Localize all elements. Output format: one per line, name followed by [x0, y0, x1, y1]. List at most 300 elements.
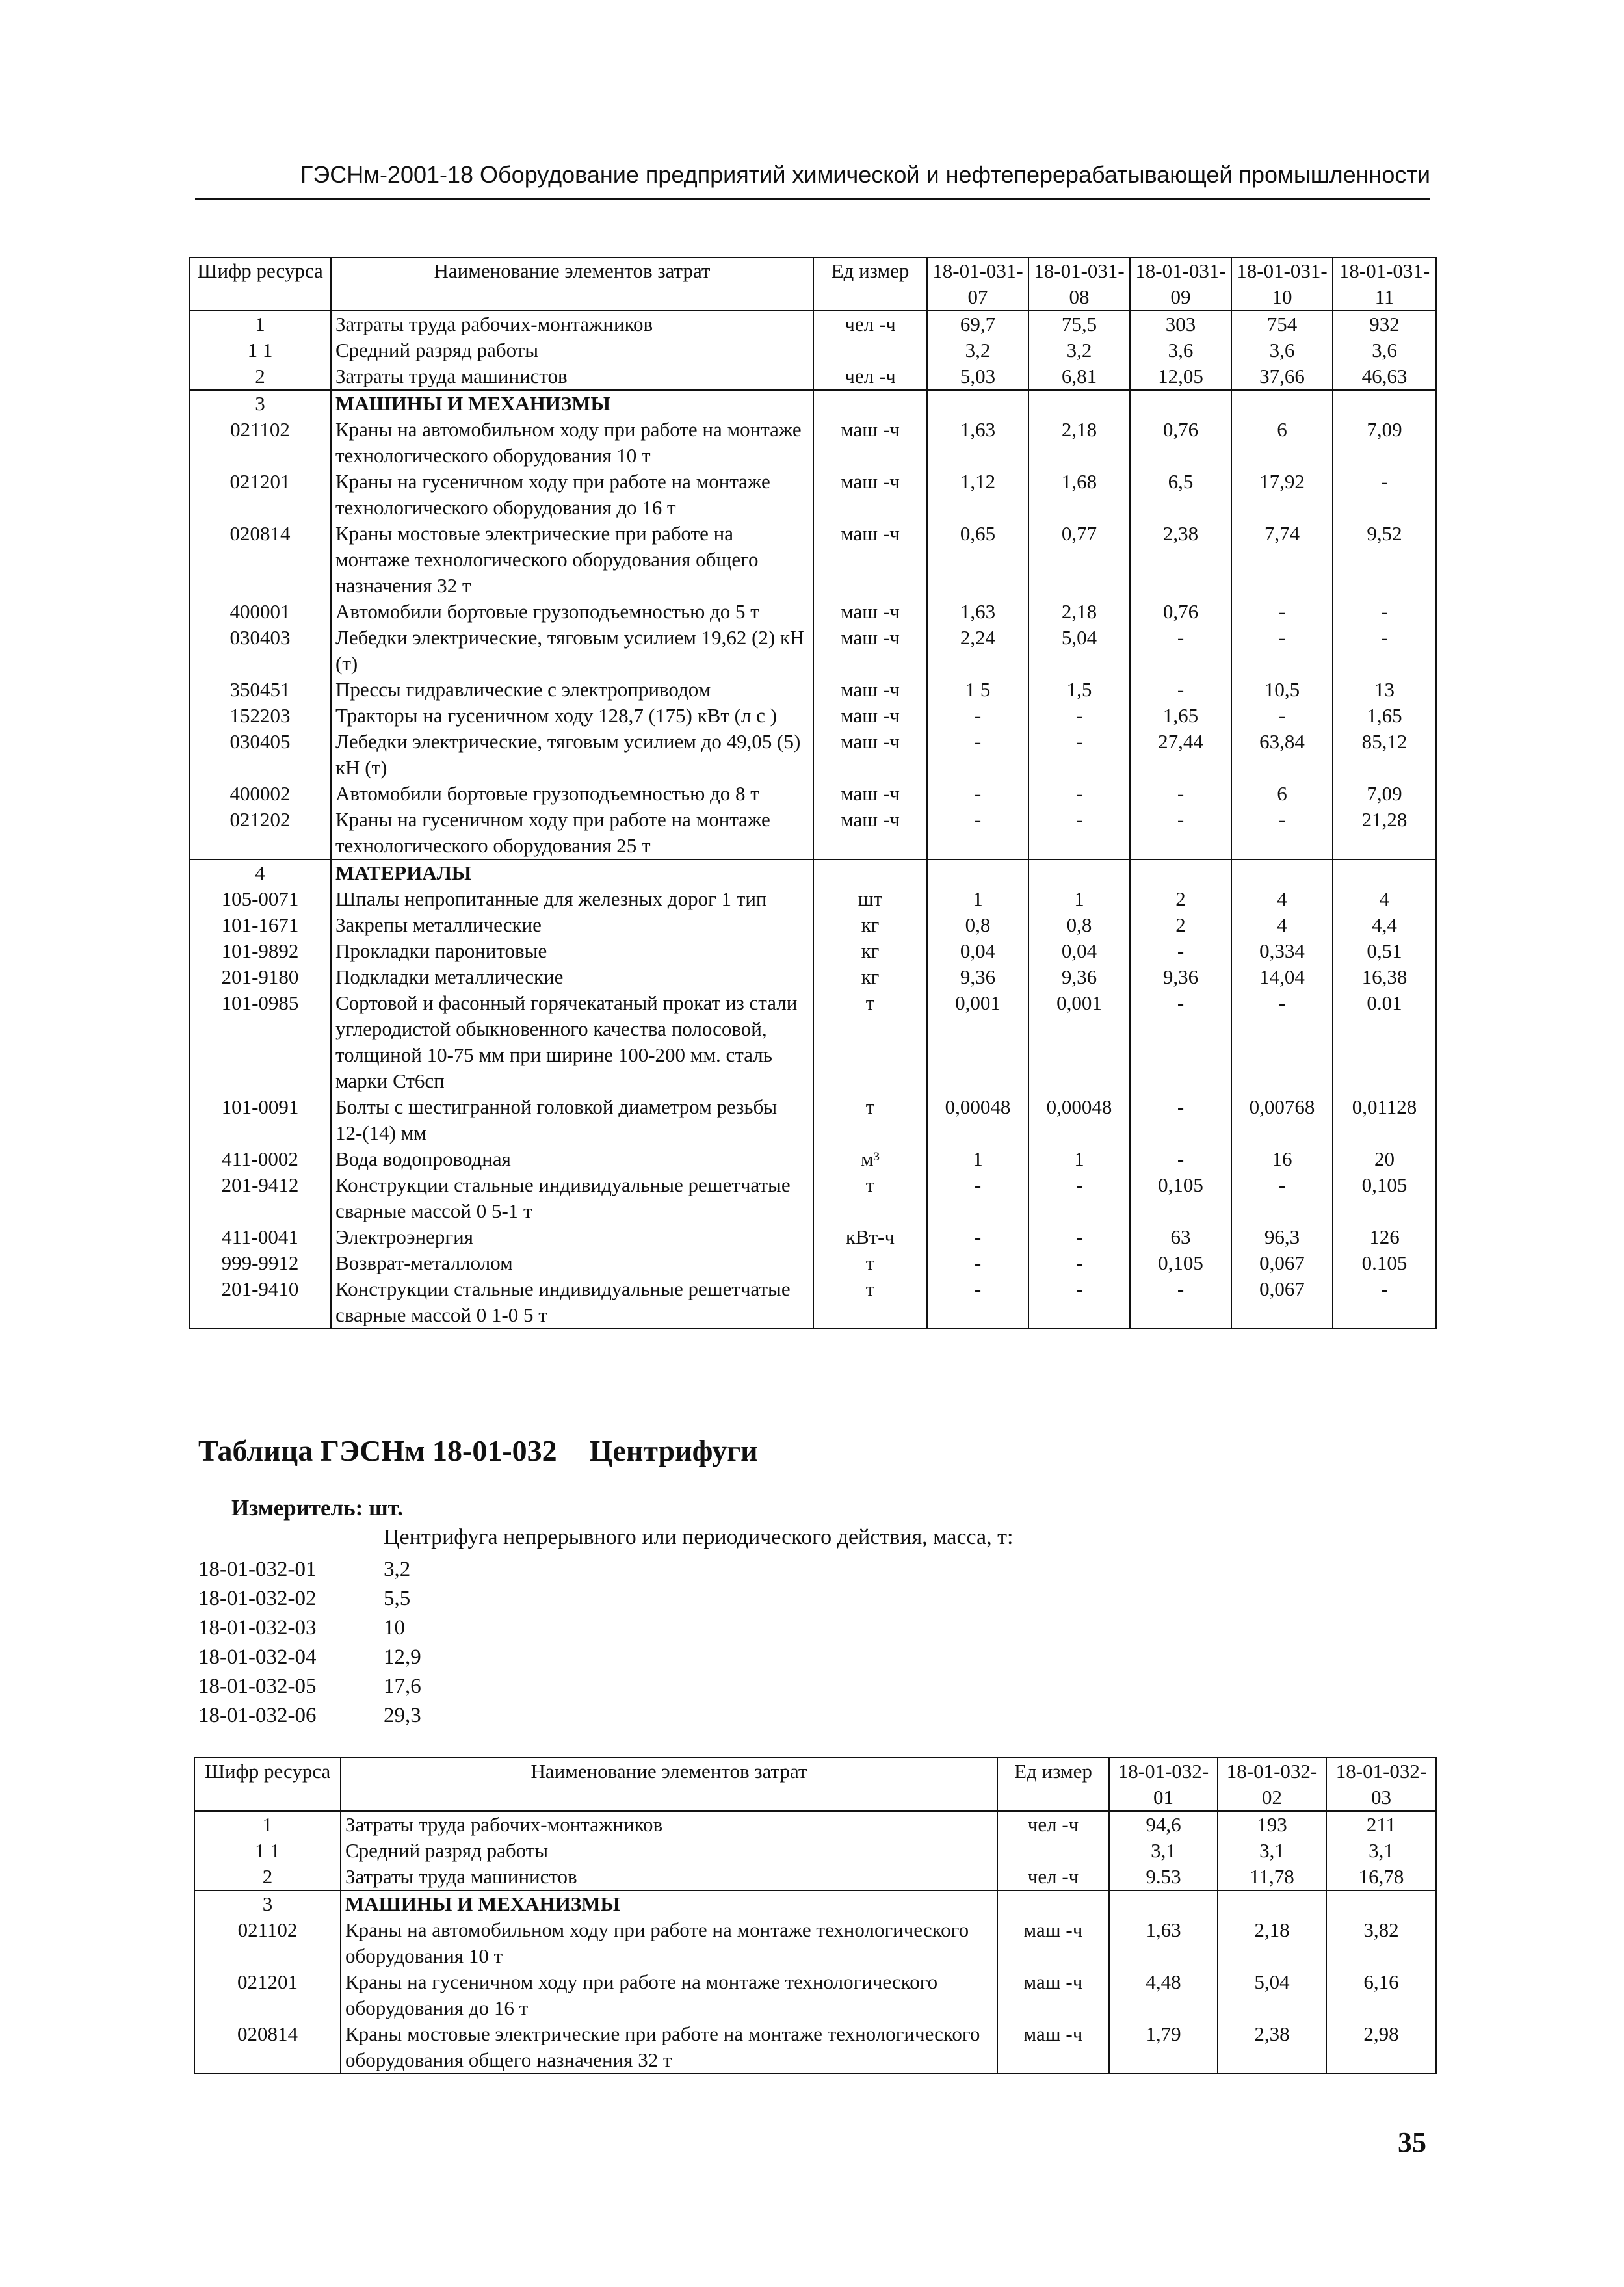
resource-table-031	[189, 257, 1437, 1329]
cell-name: Краны на гусеничном ходу при работе на монтаже технологического оборудования до 16 т	[331, 469, 813, 521]
cell-name: Возврат-металлолом	[331, 1250, 813, 1276]
cell-value: 1,63	[1109, 1917, 1218, 1969]
cell-value: 211	[1326, 1811, 1436, 1838]
cell-value: 14,04	[1231, 964, 1333, 990]
cell-name: Прессы гидравлические с электроприводом	[331, 677, 813, 703]
cell-value: 3,1	[1109, 1838, 1218, 1864]
cell-code: 400001	[189, 599, 331, 625]
cell-value: 303	[1130, 311, 1231, 337]
cell-value: 0,105	[1130, 1250, 1231, 1276]
cell-value: 932	[1333, 311, 1436, 337]
cell-value	[1231, 859, 1333, 886]
cell-code: 3	[189, 390, 331, 417]
cell-value: 2,24	[927, 625, 1028, 677]
table-row	[189, 781, 1436, 807]
table-row	[189, 677, 1436, 703]
table-row	[194, 1969, 1436, 2021]
cell-value: 96,3	[1231, 1224, 1333, 1250]
cell-unit: т	[813, 1276, 927, 1329]
table-row	[194, 1917, 1436, 1969]
column-header: 18-01-031-07	[927, 257, 1028, 311]
cell-value: 1,63	[927, 417, 1028, 469]
table-row	[189, 363, 1436, 390]
cell-value	[1326, 1890, 1436, 1917]
cell-value	[1333, 859, 1436, 886]
cell-value: 0,8	[927, 912, 1028, 938]
table-header-row	[194, 1758, 1436, 1811]
cell-value: 7,74	[1231, 521, 1333, 599]
cell-name: МАШИНЫ И МЕХАНИЗМЫ	[341, 1890, 997, 1917]
cell-value: -	[927, 729, 1028, 781]
cell-value: 2,18	[1028, 599, 1130, 625]
cell-value	[1028, 859, 1130, 886]
cell-value: 2,18	[1218, 1917, 1326, 1969]
table-row	[189, 311, 1436, 337]
table-row	[189, 1276, 1436, 1329]
cell-unit: м³	[813, 1146, 927, 1172]
table-row	[194, 2021, 1436, 2074]
section-row	[189, 390, 1436, 417]
cell-code: 1	[189, 311, 331, 337]
cell-name: Средний разряд работы	[331, 337, 813, 363]
cell-name: Краны на гусеничном ходу при работе на монтаже технологического оборудования до 16 т	[341, 1969, 997, 2021]
cell-name: Конструкции стальные индивидуальные решетчатые сварные массой 0 1-0 5 т	[331, 1276, 813, 1329]
cell-value: 6,16	[1326, 1969, 1436, 2021]
table-row	[194, 1811, 1436, 1838]
cell-value: -	[1231, 807, 1333, 859]
cell-value: 10,5	[1231, 677, 1333, 703]
cell-unit: чел -ч	[813, 363, 927, 390]
cell-name: Краны на автомобильном ходу при работе на монтаже технологического оборудования 10 т	[331, 417, 813, 469]
cell-value: 75,5	[1028, 311, 1130, 337]
parameter-row	[198, 1672, 421, 1701]
cell-value: 16,38	[1333, 964, 1436, 990]
cell-value: 9.53	[1109, 1864, 1218, 1890]
cell-unit: чел -ч	[997, 1811, 1109, 1838]
cell-value: 4,4	[1333, 912, 1436, 938]
cell-value: -	[1231, 599, 1333, 625]
cell-name: Лебедки электрические, тяговым усилием до 49,05 (5) кН (т)	[331, 729, 813, 781]
cell-name: Краны на гусеничном ходу при работе на монтаже технологического оборудования 25 т	[331, 807, 813, 859]
cell-unit: маш -ч	[813, 677, 927, 703]
cell-value	[1109, 1890, 1218, 1917]
cell-value: 0,105	[1130, 1172, 1231, 1224]
cell-code: 350451	[189, 677, 331, 703]
table-header-row	[189, 257, 1436, 311]
cell-value: 21,28	[1333, 807, 1436, 859]
cell-name: Затраты труда рабочих-монтажников	[341, 1811, 997, 1838]
cell-unit: чел -ч	[997, 1864, 1109, 1890]
cell-value: 0,001	[1028, 990, 1130, 1094]
cell-unit: маш -ч	[813, 599, 927, 625]
cell-value: 94,6	[1109, 1811, 1218, 1838]
cell-value: 5,03	[927, 363, 1028, 390]
cell-value: 0.105	[1333, 1250, 1436, 1276]
cell-value: 0.01	[1333, 990, 1436, 1094]
cell-name: Электроэнергия	[331, 1224, 813, 1250]
cell-value: -	[927, 1276, 1028, 1329]
cell-value: 12,05	[1130, 363, 1231, 390]
column-header: 18-01-032-03	[1326, 1758, 1436, 1811]
cell-unit: т	[813, 1250, 927, 1276]
parameter-value: 29,3	[384, 1704, 421, 1727]
resource-table-032	[194, 1757, 1437, 2074]
parameter-value: 5,5	[384, 1587, 411, 1610]
cell-value: 3,2	[1028, 337, 1130, 363]
unit-of-measure: Измеритель: шт.	[231, 1495, 403, 1521]
column-header: 18-01-032-02	[1218, 1758, 1326, 1811]
cell-code: 152203	[189, 703, 331, 729]
cell-value: 9,52	[1333, 521, 1436, 599]
cell-value	[927, 859, 1028, 886]
cell-name: МАТЕРИАЛЫ	[331, 859, 813, 886]
table-row	[194, 1838, 1436, 1864]
column-header: 18-01-031-09	[1130, 257, 1231, 311]
cell-value: 1	[1028, 886, 1130, 912]
cell-name: Подкладки металлические	[331, 964, 813, 990]
cell-value: 27,44	[1130, 729, 1231, 781]
cell-value: 754	[1231, 311, 1333, 337]
cell-name: Конструкции стальные индивидуальные решетчатые сварные массой 0 5-1 т	[331, 1172, 813, 1224]
cell-unit: маш -ч	[813, 807, 927, 859]
cell-unit: т	[813, 990, 927, 1094]
column-header: Ед измер	[813, 257, 927, 311]
cell-value: 4,48	[1109, 1969, 1218, 2021]
cell-value: 1	[927, 886, 1028, 912]
cell-value: 1 5	[927, 677, 1028, 703]
cell-value: -	[1231, 990, 1333, 1094]
cell-code: 201-9412	[189, 1172, 331, 1224]
cell-value: 0,334	[1231, 938, 1333, 964]
cell-code: 400002	[189, 781, 331, 807]
cell-value: -	[1028, 703, 1130, 729]
cell-value: 17,92	[1231, 469, 1333, 521]
cell-unit: маш -ч	[813, 469, 927, 521]
cell-unit: т	[813, 1094, 927, 1146]
cell-value: 7,09	[1333, 781, 1436, 807]
cell-code: 021102	[189, 417, 331, 469]
cell-unit	[813, 390, 927, 417]
cell-value: 4	[1333, 886, 1436, 912]
cell-value: 1,65	[1333, 703, 1436, 729]
cell-value: -	[1231, 1172, 1333, 1224]
column-header: 18-01-032-01	[1109, 1758, 1218, 1811]
cell-unit: кг	[813, 938, 927, 964]
cell-value: 3,1	[1326, 1838, 1436, 1864]
cell-value: 46,63	[1333, 363, 1436, 390]
cell-value: 0,067	[1231, 1276, 1333, 1329]
cell-code: 101-0091	[189, 1094, 331, 1146]
cell-value: -	[1130, 625, 1231, 677]
cell-value: -	[927, 703, 1028, 729]
cell-value: 2,38	[1218, 2021, 1326, 2074]
cell-code: 020814	[194, 2021, 341, 2074]
cell-value: 2,98	[1326, 2021, 1436, 2074]
cell-value: 0,001	[927, 990, 1028, 1094]
cell-value: 0,76	[1130, 599, 1231, 625]
cell-value: -	[1028, 1172, 1130, 1224]
cell-value: 85,12	[1333, 729, 1436, 781]
parameter-code: 18-01-032-03	[198, 1616, 317, 1640]
cell-value: -	[1333, 625, 1436, 677]
table-row	[189, 469, 1436, 521]
cell-value: 1,68	[1028, 469, 1130, 521]
cell-value: 63	[1130, 1224, 1231, 1250]
cell-unit: маш -ч	[997, 1917, 1109, 1969]
table-caption	[198, 1433, 758, 1468]
cell-code: 020814	[189, 521, 331, 599]
cell-name: Затраты труда рабочих-монтажников	[331, 311, 813, 337]
cell-code: 021102	[194, 1917, 341, 1969]
cell-value: -	[1231, 703, 1333, 729]
cell-code: 021201	[194, 1969, 341, 2021]
cell-value: -	[1028, 1276, 1130, 1329]
cell-value: -	[1333, 599, 1436, 625]
cell-value	[1130, 859, 1231, 886]
cell-value: 3,2	[927, 337, 1028, 363]
cell-value: -	[1028, 781, 1130, 807]
cell-value: 0,8	[1028, 912, 1130, 938]
cell-value: -	[1231, 625, 1333, 677]
cell-value: 6	[1231, 417, 1333, 469]
cell-value: 3,6	[1333, 337, 1436, 363]
cell-value: 1,79	[1109, 2021, 1218, 2074]
parameter-row	[198, 1701, 421, 1731]
cell-value: 2	[1130, 912, 1231, 938]
cell-value: -	[1028, 1250, 1130, 1276]
cell-name: Болты с шестигранной головкой диаметром резьбы 12-(14) мм	[331, 1094, 813, 1146]
cell-value: 0,00048	[927, 1094, 1028, 1146]
cell-value: 6	[1231, 781, 1333, 807]
column-header: Наименование элементов затрат	[341, 1758, 997, 1811]
cell-value: -	[1130, 1094, 1231, 1146]
parameter-list	[198, 1555, 421, 1731]
cell-unit: маш -ч	[997, 2021, 1109, 2074]
cell-code: 1 1	[194, 1838, 341, 1864]
cell-value: 0,65	[927, 521, 1028, 599]
cell-value: 6,81	[1028, 363, 1130, 390]
cell-unit: шт	[813, 886, 927, 912]
cell-unit	[813, 859, 927, 886]
cell-code: 999-9912	[189, 1250, 331, 1276]
table-row	[189, 1224, 1436, 1250]
table-row	[189, 1250, 1436, 1276]
cell-value: -	[1333, 1276, 1436, 1329]
cell-value: -	[927, 781, 1028, 807]
cell-name: Шпалы непропитанные для железных дорог 1 тип	[331, 886, 813, 912]
cell-code: 411-0041	[189, 1224, 331, 1250]
cell-value: 9,36	[1130, 964, 1231, 990]
table-row	[189, 337, 1436, 363]
cell-unit: маш -ч	[813, 521, 927, 599]
cell-value: -	[1130, 677, 1231, 703]
cell-value: 16,78	[1326, 1864, 1436, 1890]
cell-code: 030405	[189, 729, 331, 781]
cell-value	[1028, 390, 1130, 417]
parameter-code: 18-01-032-04	[198, 1645, 317, 1669]
cell-value	[1231, 390, 1333, 417]
cell-value	[1130, 390, 1231, 417]
cell-code: 2	[194, 1864, 341, 1890]
table-row	[189, 990, 1436, 1094]
cell-unit: маш -ч	[813, 703, 927, 729]
cell-value: -	[1130, 1146, 1231, 1172]
cell-code: 411-0002	[189, 1146, 331, 1172]
cell-value: 0,76	[1130, 417, 1231, 469]
table-row	[189, 886, 1436, 912]
cell-unit: маш -ч	[813, 729, 927, 781]
cell-value: 1,12	[927, 469, 1028, 521]
page-header: ГЭСНм-2001-18 Оборудование предприятий химической и нефтеперерабатывающей промышленности	[195, 161, 1430, 200]
table-row	[189, 1094, 1436, 1146]
table-caption-code: Таблица ГЭСНм 18-01-032	[198, 1434, 557, 1467]
cell-value: 193	[1218, 1811, 1326, 1838]
cell-code: 021202	[189, 807, 331, 859]
section-row	[194, 1890, 1436, 1917]
cell-value: -	[1130, 781, 1231, 807]
parameter-row	[198, 1643, 421, 1672]
cell-value: 1,63	[927, 599, 1028, 625]
cell-unit: кг	[813, 964, 927, 990]
cell-unit: кВт-ч	[813, 1224, 927, 1250]
cell-code: 101-9892	[189, 938, 331, 964]
cell-value: 7,09	[1333, 417, 1436, 469]
cell-value: 3,1	[1218, 1838, 1326, 1864]
cell-value: 0,77	[1028, 521, 1130, 599]
column-header: Ед измер	[997, 1758, 1109, 1811]
cell-code: 3	[194, 1890, 341, 1917]
column-header: 18-01-031-08	[1028, 257, 1130, 311]
cell-code: 4	[189, 859, 331, 886]
cell-name: Прокладки паронитовые	[331, 938, 813, 964]
cell-code: 2	[189, 363, 331, 390]
cell-name: Сортовой и фасонный горячекатаный прокат из стали углеродистой обыкновенного качества полосовой, толщиной 10-75 мм при ширине 100-200 мм. сталь марки Ст6сп	[331, 990, 813, 1094]
cell-value: 0,067	[1231, 1250, 1333, 1276]
cell-code: 021201	[189, 469, 331, 521]
cell-value: 4	[1231, 912, 1333, 938]
page-number: 35	[1398, 2126, 1426, 2158]
parameter-code: 18-01-032-05	[198, 1675, 317, 1698]
cell-unit	[997, 1890, 1109, 1917]
cell-code: 1 1	[189, 337, 331, 363]
cell-value: -	[927, 1224, 1028, 1250]
cell-code: 101-1671	[189, 912, 331, 938]
cell-value: 63,84	[1231, 729, 1333, 781]
column-header: Шифр ресурса	[194, 1758, 341, 1811]
cell-value	[1333, 390, 1436, 417]
cell-value: -	[1130, 938, 1231, 964]
cell-value: 2,38	[1130, 521, 1231, 599]
cell-name: МАШИНЫ И МЕХАНИЗМЫ	[331, 390, 813, 417]
cell-value: 126	[1333, 1224, 1436, 1250]
cell-value: -	[1028, 729, 1130, 781]
table-row	[189, 807, 1436, 859]
column-header: 18-01-031-10	[1231, 257, 1333, 311]
cell-value: 0,00768	[1231, 1094, 1333, 1146]
cell-name: Тракторы на гусеничном ходу 128,7 (175) кВт (л с )	[331, 703, 813, 729]
cell-unit: кг	[813, 912, 927, 938]
parameter-value: 12,9	[384, 1645, 421, 1669]
cell-value: 5,04	[1028, 625, 1130, 677]
cell-value: 4	[1231, 886, 1333, 912]
cell-value: -	[1333, 469, 1436, 521]
cell-value: 6,5	[1130, 469, 1231, 521]
cell-name: Краны на автомобильном ходу при работе на монтаже технологического оборудования 10 т	[341, 1917, 997, 1969]
cell-value: -	[927, 807, 1028, 859]
parameter-code: 18-01-032-01	[198, 1558, 317, 1581]
column-header: Шифр ресурса	[189, 257, 331, 311]
cell-value: 2,18	[1028, 417, 1130, 469]
cell-name: Автомобили бортовые грузоподъемностью до 8 т	[331, 781, 813, 807]
parameter-row	[198, 1614, 421, 1643]
cell-code: 101-0985	[189, 990, 331, 1094]
cell-unit: т	[813, 1172, 927, 1224]
cell-value: 69,7	[927, 311, 1028, 337]
cell-name: Вода водопроводная	[331, 1146, 813, 1172]
cell-value: 5,04	[1218, 1969, 1326, 2021]
cell-name: Краны мостовые электрические при работе на монтаже технологического оборудования общего назначения 32 т	[331, 521, 813, 599]
cell-unit: маш -ч	[813, 781, 927, 807]
cell-unit: маш -ч	[997, 1969, 1109, 2021]
cell-value: 0,00048	[1028, 1094, 1130, 1146]
cell-name: Закрепы металлические	[331, 912, 813, 938]
parameter-row	[198, 1584, 421, 1614]
cell-value: 0,51	[1333, 938, 1436, 964]
cell-value: -	[1028, 807, 1130, 859]
table-row	[189, 729, 1436, 781]
cell-value: 9,36	[1028, 964, 1130, 990]
cell-name: Затраты труда машинистов	[331, 363, 813, 390]
cell-value: -	[1130, 807, 1231, 859]
table-row	[189, 703, 1436, 729]
cell-value	[1218, 1890, 1326, 1917]
cell-value: 3,6	[1231, 337, 1333, 363]
cell-value: -	[1130, 990, 1231, 1094]
table-row	[189, 912, 1436, 938]
table-row	[189, 417, 1436, 469]
table-row	[189, 964, 1436, 990]
cell-value: 0,04	[1028, 938, 1130, 964]
cell-code: 201-9410	[189, 1276, 331, 1329]
parameter-description: Центрифуга непрерывного или периодического действия, масса, т:	[384, 1525, 1014, 1549]
cell-unit	[813, 337, 927, 363]
cell-value: -	[927, 1250, 1028, 1276]
table-row	[189, 599, 1436, 625]
table-row	[189, 521, 1436, 599]
cell-value: 0,04	[927, 938, 1028, 964]
cell-value	[927, 390, 1028, 417]
cell-value: -	[927, 1172, 1028, 1224]
column-header: Наименование элементов затрат	[331, 257, 813, 311]
cell-value: 16	[1231, 1146, 1333, 1172]
section-row	[189, 859, 1436, 886]
cell-name: Автомобили бортовые грузоподъемностью до 5 т	[331, 599, 813, 625]
table-row	[189, 625, 1436, 677]
parameter-code: 18-01-032-06	[198, 1704, 317, 1727]
cell-value: 1,5	[1028, 677, 1130, 703]
cell-code: 201-9180	[189, 964, 331, 990]
cell-code: 105-0071	[189, 886, 331, 912]
cell-unit: маш -ч	[813, 625, 927, 677]
table-caption-name: Центрифуги	[589, 1434, 758, 1467]
parameter-row	[198, 1555, 421, 1584]
parameter-value: 17,6	[384, 1675, 421, 1698]
cell-value: 0,01128	[1333, 1094, 1436, 1146]
parameter-value: 3,2	[384, 1558, 411, 1581]
cell-name: Средний разряд работы	[341, 1838, 997, 1864]
cell-value: 20	[1333, 1146, 1436, 1172]
cell-unit: чел -ч	[813, 311, 927, 337]
